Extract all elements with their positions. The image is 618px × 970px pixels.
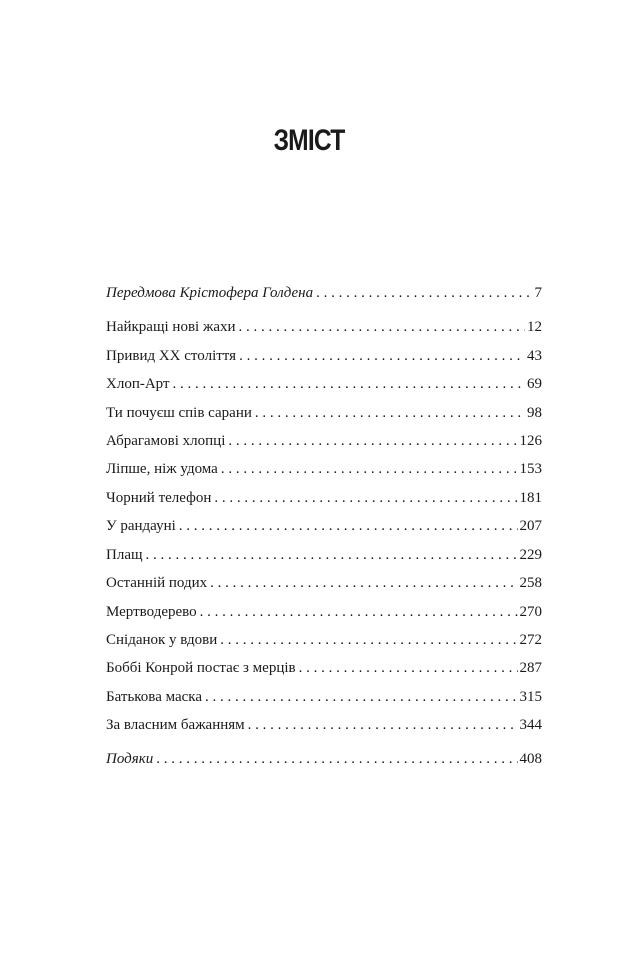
toc-entry-page: 7 (534, 285, 542, 301)
toc-entry-page: 408 (519, 751, 542, 767)
toc-entry-page: 315 (519, 689, 542, 705)
toc-entry-title: Батькова маска (106, 689, 203, 705)
toc-entry-foreword (106, 282, 542, 304)
toc-entry-page: 270 (519, 604, 542, 620)
toc-entry-page: 258 (519, 575, 542, 591)
toc-leader-dots (156, 748, 517, 770)
toc-entry-title: Ліпше, ніж удома (106, 461, 218, 477)
toc-entry-title: Боббі Конрой постає з мерців (106, 660, 296, 676)
toc-entry-title: Мертводерево (106, 604, 197, 620)
toc-leader-dots (248, 714, 518, 736)
toc-entry-title: Передмова Крістофера Голдена (106, 285, 314, 301)
toc-entry (106, 714, 542, 736)
toc-entry-title: Чорний телефон (106, 490, 212, 506)
toc-entry (106, 487, 542, 509)
toc-leader-dots (220, 629, 517, 651)
toc-entry (106, 629, 542, 651)
toc-entry-page: 12 (527, 319, 542, 335)
toc-entry-acknowledgements (106, 748, 542, 770)
toc-entry-title: Ти почуєш спів сарани (106, 405, 252, 421)
toc-entry-title: Найкращі нові жахи (106, 319, 236, 335)
toc-entry (106, 657, 542, 679)
toc-entry (106, 686, 542, 708)
toc-entry-page: 126 (519, 433, 542, 449)
toc-entry (106, 544, 542, 566)
toc-leader-dots (210, 572, 517, 594)
toc-entry (106, 515, 542, 537)
toc-leader-dots (214, 487, 517, 509)
toc-entry-title: Сніданок у вдови (106, 632, 218, 648)
toc-entry-title: Хлоп-Арт (106, 376, 170, 392)
toc-entry-page: 207 (519, 518, 542, 534)
toc-leader-dots (239, 316, 525, 338)
toc-entry-title: Плащ (106, 547, 143, 563)
toc-entry-page: 153 (519, 461, 542, 477)
toc-entry-page: 181 (519, 490, 542, 506)
toc-leader-dots (205, 686, 517, 708)
toc-leader-dots (173, 373, 525, 395)
toc-entry (106, 316, 542, 338)
toc-leader-dots (221, 458, 518, 480)
toc-leader-dots (316, 282, 532, 304)
toc-entry-page: 272 (519, 632, 542, 648)
toc-leader-dots (228, 430, 517, 452)
toc-entry-title: Останній подих (106, 575, 208, 591)
toc-entry-page: 98 (527, 405, 542, 421)
toc-entry-title: У рандауні (106, 518, 176, 534)
page-title: ЗМІСТ (273, 124, 345, 157)
toc-entry-title: Подяки (106, 751, 154, 767)
toc-leader-dots (200, 601, 518, 623)
toc-entry-page: 69 (527, 376, 542, 392)
toc-entry (106, 373, 542, 395)
toc-leader-dots (255, 402, 525, 424)
toc-entry (106, 345, 542, 367)
toc-entry-page: 344 (519, 717, 542, 733)
toc-entry (106, 430, 542, 452)
toc-entry-title: Привид ХХ століття (106, 348, 237, 364)
toc-leader-dots (239, 345, 525, 367)
toc-entry-page: 287 (519, 660, 542, 676)
toc-leader-dots (179, 515, 518, 537)
toc-leader-dots (146, 544, 518, 566)
toc-entry (106, 601, 542, 623)
toc-entry-title: За власним бажанням (106, 717, 245, 733)
toc-entry-page: 229 (519, 547, 542, 563)
toc-entry (106, 402, 542, 424)
toc-leader-dots (299, 657, 518, 679)
toc-entry-page: 43 (527, 348, 542, 364)
toc-entry (106, 572, 542, 594)
toc-entry-title: Абрагамові хлопці (106, 433, 226, 449)
toc-entry (106, 458, 542, 480)
